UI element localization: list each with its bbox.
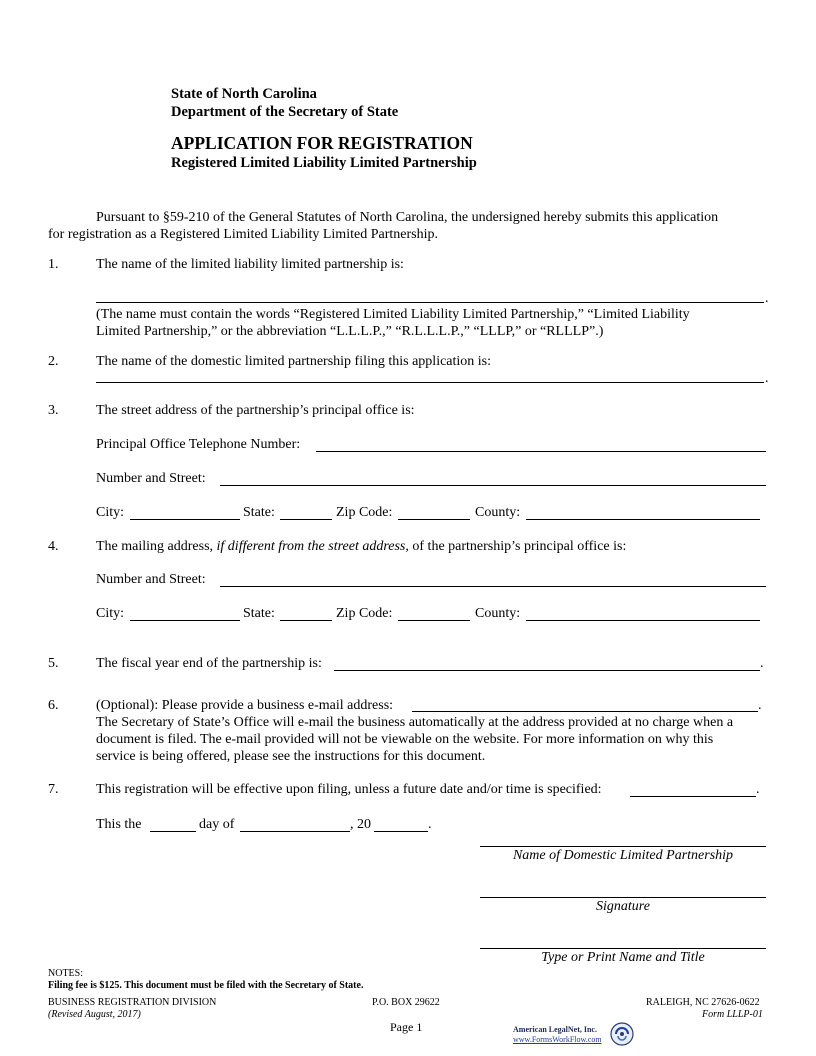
intro-line-2: for registration as a Registered Limited Liability Limited Partnership.: [48, 227, 438, 242]
state-field[interactable]: [280, 519, 332, 520]
mailing-city-label: City:: [96, 606, 125, 621]
month-field[interactable]: [240, 831, 350, 832]
form-number: Form LLLP-01: [702, 1009, 763, 1020]
mailing-street-label: Number and Street:: [96, 572, 206, 587]
form-subtitle: Registered Limited Liability Limited Partnership: [171, 155, 477, 171]
item-1-note-1: (The name must contain the words “Registered Limited Liability Limited Partnership,” “Limited Liability: [96, 307, 690, 322]
item-1-number: 1.: [48, 257, 59, 272]
street-label: Number and Street:: [96, 471, 206, 486]
intro-line-1: Pursuant to §59-210 of the General Statutes of North Carolina, the undersigned hereby submits this application: [96, 210, 719, 225]
date-period: .: [428, 817, 432, 832]
signature-line[interactable]: [480, 897, 766, 898]
print-name-label: Type or Print Name and Title: [541, 950, 705, 965]
item-5-text: The fiscal year end of the partnership is:: [96, 656, 322, 671]
item-2-text: The name of the domestic limited partnership filing this application is:: [96, 354, 492, 369]
revised-date: (Revised August, 2017): [48, 1009, 141, 1020]
city-field[interactable]: [130, 519, 240, 520]
fiscal-year-field[interactable]: [334, 670, 760, 671]
year-field[interactable]: [374, 831, 428, 832]
item-6-text: (Optional): Please provide a business e-mail address:: [96, 698, 394, 713]
state-label: State:: [243, 505, 275, 520]
item-1-text: The name of the limited liability limited partnership is:: [96, 257, 404, 272]
city-label: City:: [96, 505, 125, 520]
page-number: Page 1: [390, 1020, 423, 1034]
po-box: P.O. BOX 29622: [372, 997, 440, 1008]
item-6-note-2: document is filed. The e-mail provided will not be viewable on the website. For more information on why this: [96, 732, 714, 747]
day-of-label: day of: [199, 817, 235, 832]
domestic-partnership-name-field[interactable]: [96, 382, 764, 383]
phone-field[interactable]: [316, 451, 766, 452]
item-5-number: 5.: [48, 656, 59, 671]
phone-label: Principal Office Telephone Number:: [96, 437, 301, 452]
item-1-period: .: [765, 291, 769, 306]
logo-swirl-icon: [610, 1022, 634, 1046]
american-legalnet-logo[interactable]: [510, 1020, 634, 1050]
item-4-text-a: The mailing address,: [96, 539, 214, 554]
item-6-note-3: service is being offered, please see the instructions for this document.: [96, 749, 486, 764]
item-2-number: 2.: [48, 354, 59, 369]
item-4-text: [96, 538, 626, 555]
print-name-line[interactable]: [480, 948, 766, 949]
email-field[interactable]: [412, 711, 758, 712]
mailing-county-field[interactable]: [526, 620, 760, 621]
mailing-state-label: State:: [243, 606, 275, 621]
item-4-text-b: if different from the street address: [216, 539, 406, 554]
notes-heading: NOTES:: [48, 968, 83, 979]
year-prefix-label: , 20: [350, 817, 371, 832]
domestic-partnership-signature-line[interactable]: [480, 846, 766, 847]
this-the-label: This the: [96, 817, 142, 832]
mailing-state-field[interactable]: [280, 620, 332, 621]
zip-label: Zip Code:: [336, 505, 393, 520]
day-field[interactable]: [150, 831, 196, 832]
item-7-period: .: [756, 782, 760, 797]
mailing-zip-label: Zip Code:: [336, 606, 393, 621]
item-4-number: 4.: [48, 539, 59, 554]
logo-company-name: American LegalNet, Inc.: [513, 1025, 597, 1034]
item-6-note-1: The Secretary of State’s Office will e-mail the business automatically at the address provided at no charge when a: [96, 715, 734, 730]
effective-date-field[interactable]: [630, 796, 756, 797]
mailing-county-label: County:: [475, 606, 521, 621]
partnership-name-field[interactable]: [96, 302, 764, 303]
item-1-note-2: Limited Partnership,” or the abbreviation “L.L.L.P.,” “R.L.L.L.P.,” “LLLP,” or “RLLLP”.): [96, 324, 604, 339]
state-heading: State of North Carolina: [171, 86, 317, 102]
item-6-number: 6.: [48, 698, 59, 713]
department-heading: Department of the Secretary of State: [171, 104, 399, 120]
county-label: County:: [475, 505, 521, 520]
form-title: APPLICATION FOR REGISTRATION: [171, 133, 473, 153]
county-field[interactable]: [526, 519, 760, 520]
mailing-city-field[interactable]: [130, 620, 240, 621]
city-address: RALEIGH, NC 27626-0622: [646, 997, 760, 1008]
zip-field[interactable]: [398, 519, 470, 520]
item-3-number: 3.: [48, 403, 59, 418]
street-field[interactable]: [220, 485, 766, 486]
mailing-street-field[interactable]: [220, 586, 766, 587]
filing-fee-note: Filing fee is $125. This document must be filed with the Secretary of State.: [48, 980, 364, 991]
name-of-partnership-label: Name of Domestic Limited Partnership: [512, 848, 734, 863]
item-4-text-c: , of the partnership’s principal office is:: [405, 539, 627, 554]
item-2-period: .: [765, 371, 769, 386]
item-5-period: .: [760, 656, 764, 671]
division-name: BUSINESS REGISTRATION DIVISION: [48, 997, 217, 1008]
logo-url[interactable]: www.FormsWorkFlow.com: [513, 1035, 602, 1044]
item-6-period: .: [758, 698, 762, 713]
item-7-number: 7.: [48, 782, 59, 797]
mailing-zip-field[interactable]: [398, 620, 470, 621]
signature-label: Signature: [596, 899, 650, 914]
item-3-text: The street address of the partnership’s principal office is:: [96, 403, 415, 418]
item-7-text: This registration will be effective upon filing, unless a future date and/or time is specified:: [96, 782, 602, 797]
